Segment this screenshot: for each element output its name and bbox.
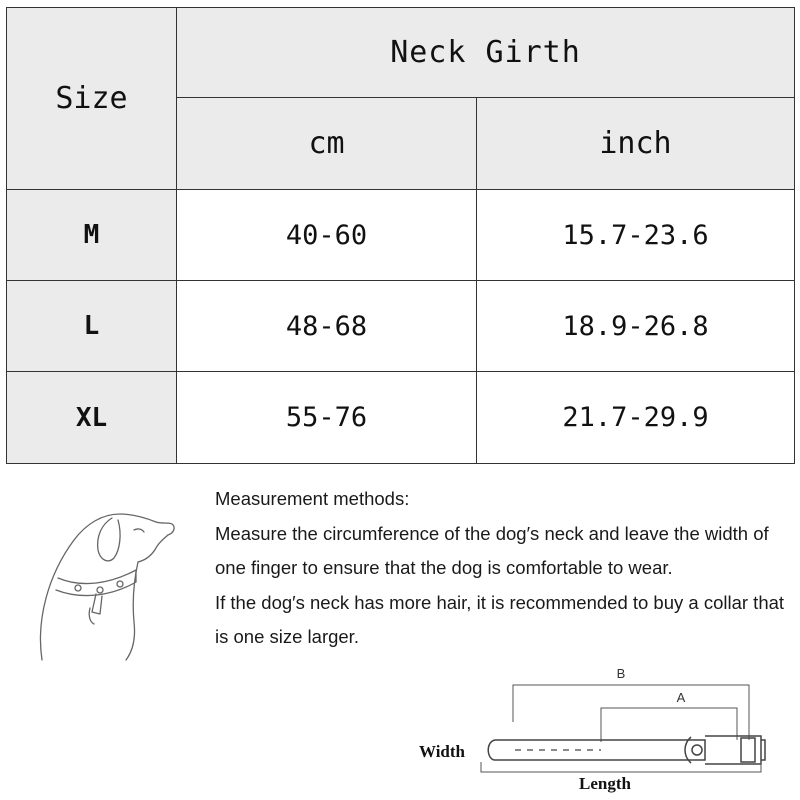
width-label: Width [419,742,465,761]
inch-cell: 15.7-23.6 [477,190,795,281]
cm-cell: 48-68 [177,281,477,372]
inch-header: inch [477,98,795,190]
size-header: Size [7,8,177,190]
size-chart-table [6,7,795,464]
size-cell: L [7,281,177,372]
collar-diagram [415,660,795,795]
measurement-instructions [215,482,790,655]
dog-neck-illustration [22,500,182,665]
neck-girth-header: Neck Girth [177,8,795,98]
table-row [7,372,795,464]
label-a: A [676,690,686,705]
size-cell: XL [7,372,177,464]
cm-cell: 40-60 [177,190,477,281]
table-row [7,281,795,372]
cm-cell: 55-76 [177,372,477,464]
table-row [7,190,795,281]
label-b: B [616,666,626,681]
collar-strap [488,736,765,764]
instructions-paragraph-2: If the dog′s neck has more hair, it is recommended to buy a collar that is one size larger. [215,591,785,647]
instructions-heading: Measurement methods: [215,488,410,509]
instructions-paragraph-1: Measure the circumference of the dog′s neck and leave the width of one finger to ensure that the dog is comfortable to wear. [215,522,769,578]
size-cell: M [7,190,177,281]
inch-cell: 18.9-26.8 [477,281,795,372]
inch-cell: 21.7-29.9 [477,372,795,464]
cm-header: cm [177,98,477,190]
length-label: Length [579,774,631,793]
